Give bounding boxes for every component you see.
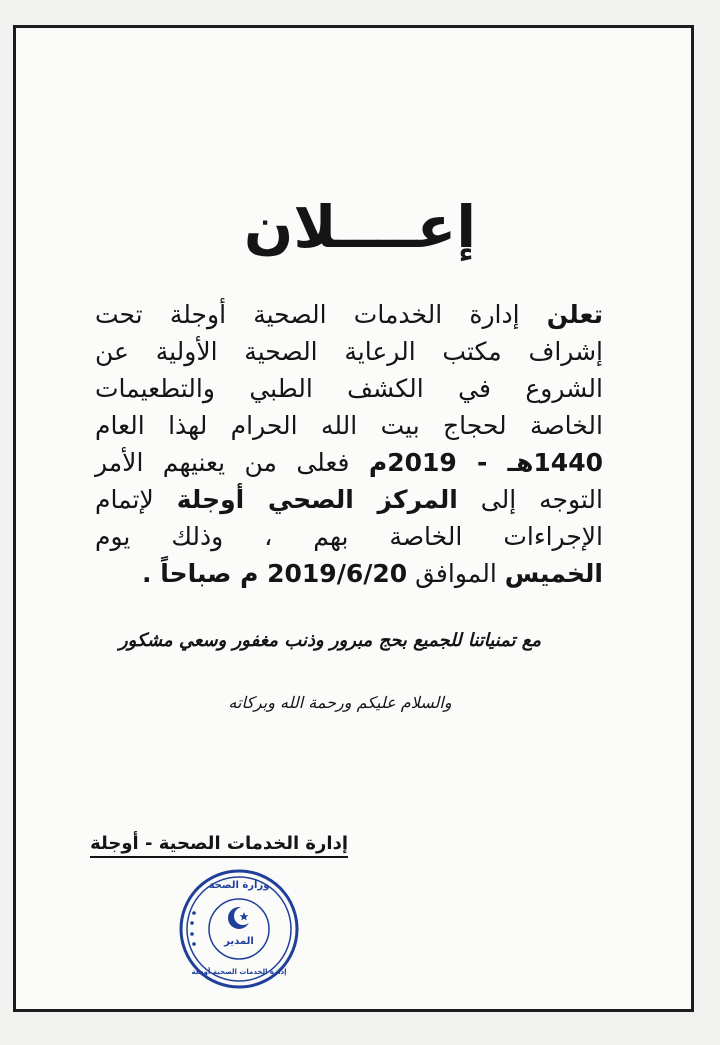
body-line-6-place: المركز الصحي أوجلة	[176, 485, 458, 514]
signature-text: إدارة الخدمات الصحية - أوجلة	[90, 833, 348, 858]
official-seal-icon	[178, 868, 300, 990]
body-line-1-bold: تعلن	[546, 300, 603, 329]
body-line-4: الخاصة لحجاج بيت الله الحرام لهذا العام	[95, 411, 603, 440]
body-line-8-day: الخميس	[504, 559, 603, 588]
announcement-body	[95, 296, 603, 592]
closing-greeting: والسلام عليكم ورحمة الله وبركاته	[228, 693, 452, 712]
body-line-5-rest: فعلى من يعنيهم الأمر	[95, 448, 369, 477]
body-line-7: الإجراءات الخاصة بهم ، وذلك يوم	[95, 522, 603, 551]
body-line-1-rest: إدارة الخدمات الصحية أوجلة تحت	[95, 300, 547, 329]
body-line-5-date: 1440هـ - 2019م	[368, 448, 603, 477]
body-line-6	[95, 481, 603, 518]
seal-top-text: وزارة الصحة	[208, 880, 270, 891]
signature-block	[88, 833, 348, 854]
seal-center-text: المدير	[224, 936, 254, 947]
body-line-2: إشراف مكتب الرعاية الصحية الأولية عن	[95, 337, 603, 366]
seal-bottom-text: إدارة الخدمات الصحية أوجلة	[191, 968, 287, 976]
body-line-6-pre: التوجه إلى	[457, 485, 603, 514]
body-line-6-post: لإتمام	[95, 485, 177, 514]
body-line-1	[95, 296, 603, 333]
body-line-5	[95, 444, 603, 481]
body-line-8-date: 2019/6/20 م صباحاً .	[142, 559, 408, 588]
wish-line: مع تمنياتنا للجميع بحج مبرور وذنب مغفور وسعي مشكور	[118, 630, 542, 651]
body-line-8	[95, 555, 603, 592]
body-line-3: الشروع في الكشف الطبي والتطعيمات	[95, 374, 603, 403]
body-line-8-mid: الموافق	[407, 559, 505, 588]
announcement-title: إعــــلان	[243, 193, 477, 261]
